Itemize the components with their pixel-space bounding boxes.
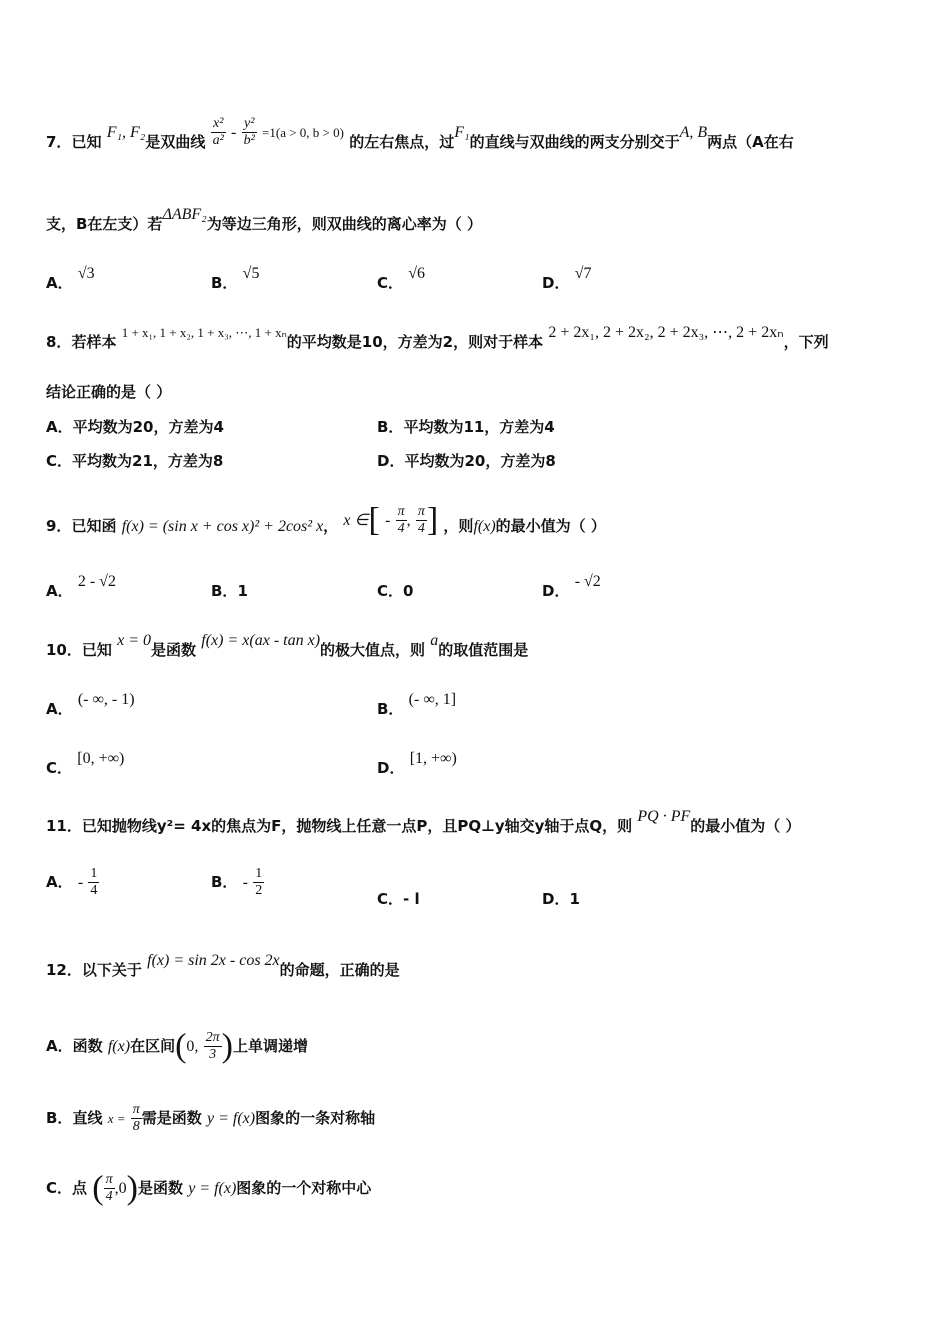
option-a: A． - $\frac{1}{4}$ [46,866,98,898]
math-expression: F₁, F₂ [106,124,146,141]
question-text: ，则 [443,517,474,535]
option-a: A．平均数为20，方差为4 [46,418,224,436]
fraction: $\frac{\text{y²}}{\text{b²}}$ [243,116,255,148]
option-b: B． - $\frac{1}{2}$ [211,866,263,898]
question-text: 的最小值为（ ） [690,817,801,835]
option-c: C． √6 [377,265,426,292]
question-text: 已知 [81,641,112,659]
question-text: 若样本 [71,333,117,351]
math-expression: 1 + x₁, 1 + x₂, 1 + x₃, ⋯, 1 + xₙ [121,325,287,340]
question-10-line-1 [46,632,529,661]
math-expression: 2 + 2x₁, 2 + 2x₂, 2 + 2x₃, ⋯, 2 + 2xₙ [548,324,784,341]
question-number: 7． [46,133,72,151]
option-d: D． [1, +∞) [377,750,457,777]
fraction: $\frac{\pi}{4}$ [417,504,425,536]
question-text: 已知 [71,133,102,151]
option-a: A． 2 - √2 [46,573,116,600]
option-c: C．0 [377,582,414,600]
fraction: $\frac{2\pi}{3}$ [205,1030,220,1062]
question-9-line-1 [46,501,606,543]
option-c: C．点 ( $\frac{\pi}{4}$ ,0)是函数 y = f(x)图象的一个对称中心 [46,1169,372,1207]
fraction: $\frac{\pi}{8}$ [132,1102,140,1134]
option-c: C． [0, +∞) [46,750,125,777]
option-d: D． - √2 [542,573,601,600]
option-b: B． (- ∞, 1] [377,691,457,718]
option-b: B．平均数为11，方差为4 [377,418,555,436]
question-text: 支，B在左支）若 [46,215,163,233]
question-number: 10． [46,641,82,659]
question-7-line-2 [46,206,482,235]
math-expression: F₁ [454,124,470,141]
question-text: 结论正确的是（ ） [46,383,172,401]
question-text: 的左右焦点，过 [349,133,455,151]
question-text: 的最小值为（ ） [495,517,606,535]
fraction: $\frac{\text{x²}}{\text{a²}}$ [212,116,224,148]
math-expression: PQ · PF [637,808,691,825]
option-b: B．1 [211,582,248,600]
fraction: $\frac{\pi}{4}$ [397,504,405,536]
question-number: 8． [46,333,72,351]
fraction: $\frac{1}{4}$ [90,866,98,898]
math-expression: A, B [679,124,708,141]
question-text: 是双曲线 [145,133,206,151]
option-d: D． √7 [542,265,592,292]
option-d: D．平均数为20，方差为8 [377,452,556,470]
question-text: 的取值范围是 [438,641,529,659]
math-expression: ΔABF₂ [162,206,207,223]
question-text: 为等边三角形，则双曲线的离心率为（ ） [206,215,482,233]
question-12-line-1 [46,952,400,981]
question-text: 的极大值点，则 [320,641,426,659]
interval-expression: x ∈[ - $\frac{\pi}{4}$ , $\frac{\pi}{4}$ ] [343,501,439,539]
question-text: 是函数 [151,641,197,659]
fraction: $\frac{1}{2}$ [255,866,263,898]
math-expression: f(x) [473,518,496,535]
math-expression: x = 0 [117,632,152,649]
option-a: A． (- ∞, - 1) [46,691,135,718]
option-b: B．直线 x = $\frac{\pi}{8}$ 需是函数 y = f(x)图象的一条对称轴 [46,1102,376,1134]
option-c: C．平均数为21，方差为8 [46,452,224,470]
math-expression: f(x) = sin 2x - cos 2x [147,952,280,969]
question-text: 以下关于 [81,961,142,979]
question-8-line-2 [46,382,171,402]
question-number: 9． [46,517,72,535]
option-d: D．1 [542,890,580,908]
math-expression: a [430,632,439,649]
question-text: 已知抛物线y²= 4x的焦点为F，抛物线上任意一点P，且PQ⊥y轴交y轴于点Q，则 [81,817,633,835]
question-11-line-1 [46,808,801,837]
option-b: B． √5 [211,265,260,292]
question-number: 12． [46,961,82,979]
question-text: 已知函 [71,517,117,535]
question-8-line-1 [46,324,829,353]
option-a: A．函数 f(x)在区间(0, $\frac{2\pi}{3}$ )上单调递增 [46,1027,308,1065]
question-text: 的直线与双曲线的两支分别交于 [469,133,680,151]
question-text: ，下列 [783,333,829,351]
question-number: 11． [46,817,82,835]
option-c: C．- l [377,890,420,908]
question-text: 的命题，正确的是 [279,961,400,979]
question-text: ， [323,517,339,535]
hyperbola-equation: $\frac{\text{x²}}{\text{a²}}$ - $\frac{\text{y²}}{\text{b²}}$ =1(a > 0, b > 0) [212,116,344,148]
option-a: A． √3 [46,265,95,292]
question-7-line-1 [46,116,794,159]
math-expression: f(x) = x(ax - tan x) [201,632,321,649]
question-text: 的平均数是10，方差为2，则对于样本 [286,333,544,351]
math-expression: f(x) = (sin x + cos x)² + 2cos² x [121,518,324,535]
fraction: $\frac{\pi}{4}$ [105,1172,113,1204]
question-text: 两点（A在右 [707,133,794,151]
